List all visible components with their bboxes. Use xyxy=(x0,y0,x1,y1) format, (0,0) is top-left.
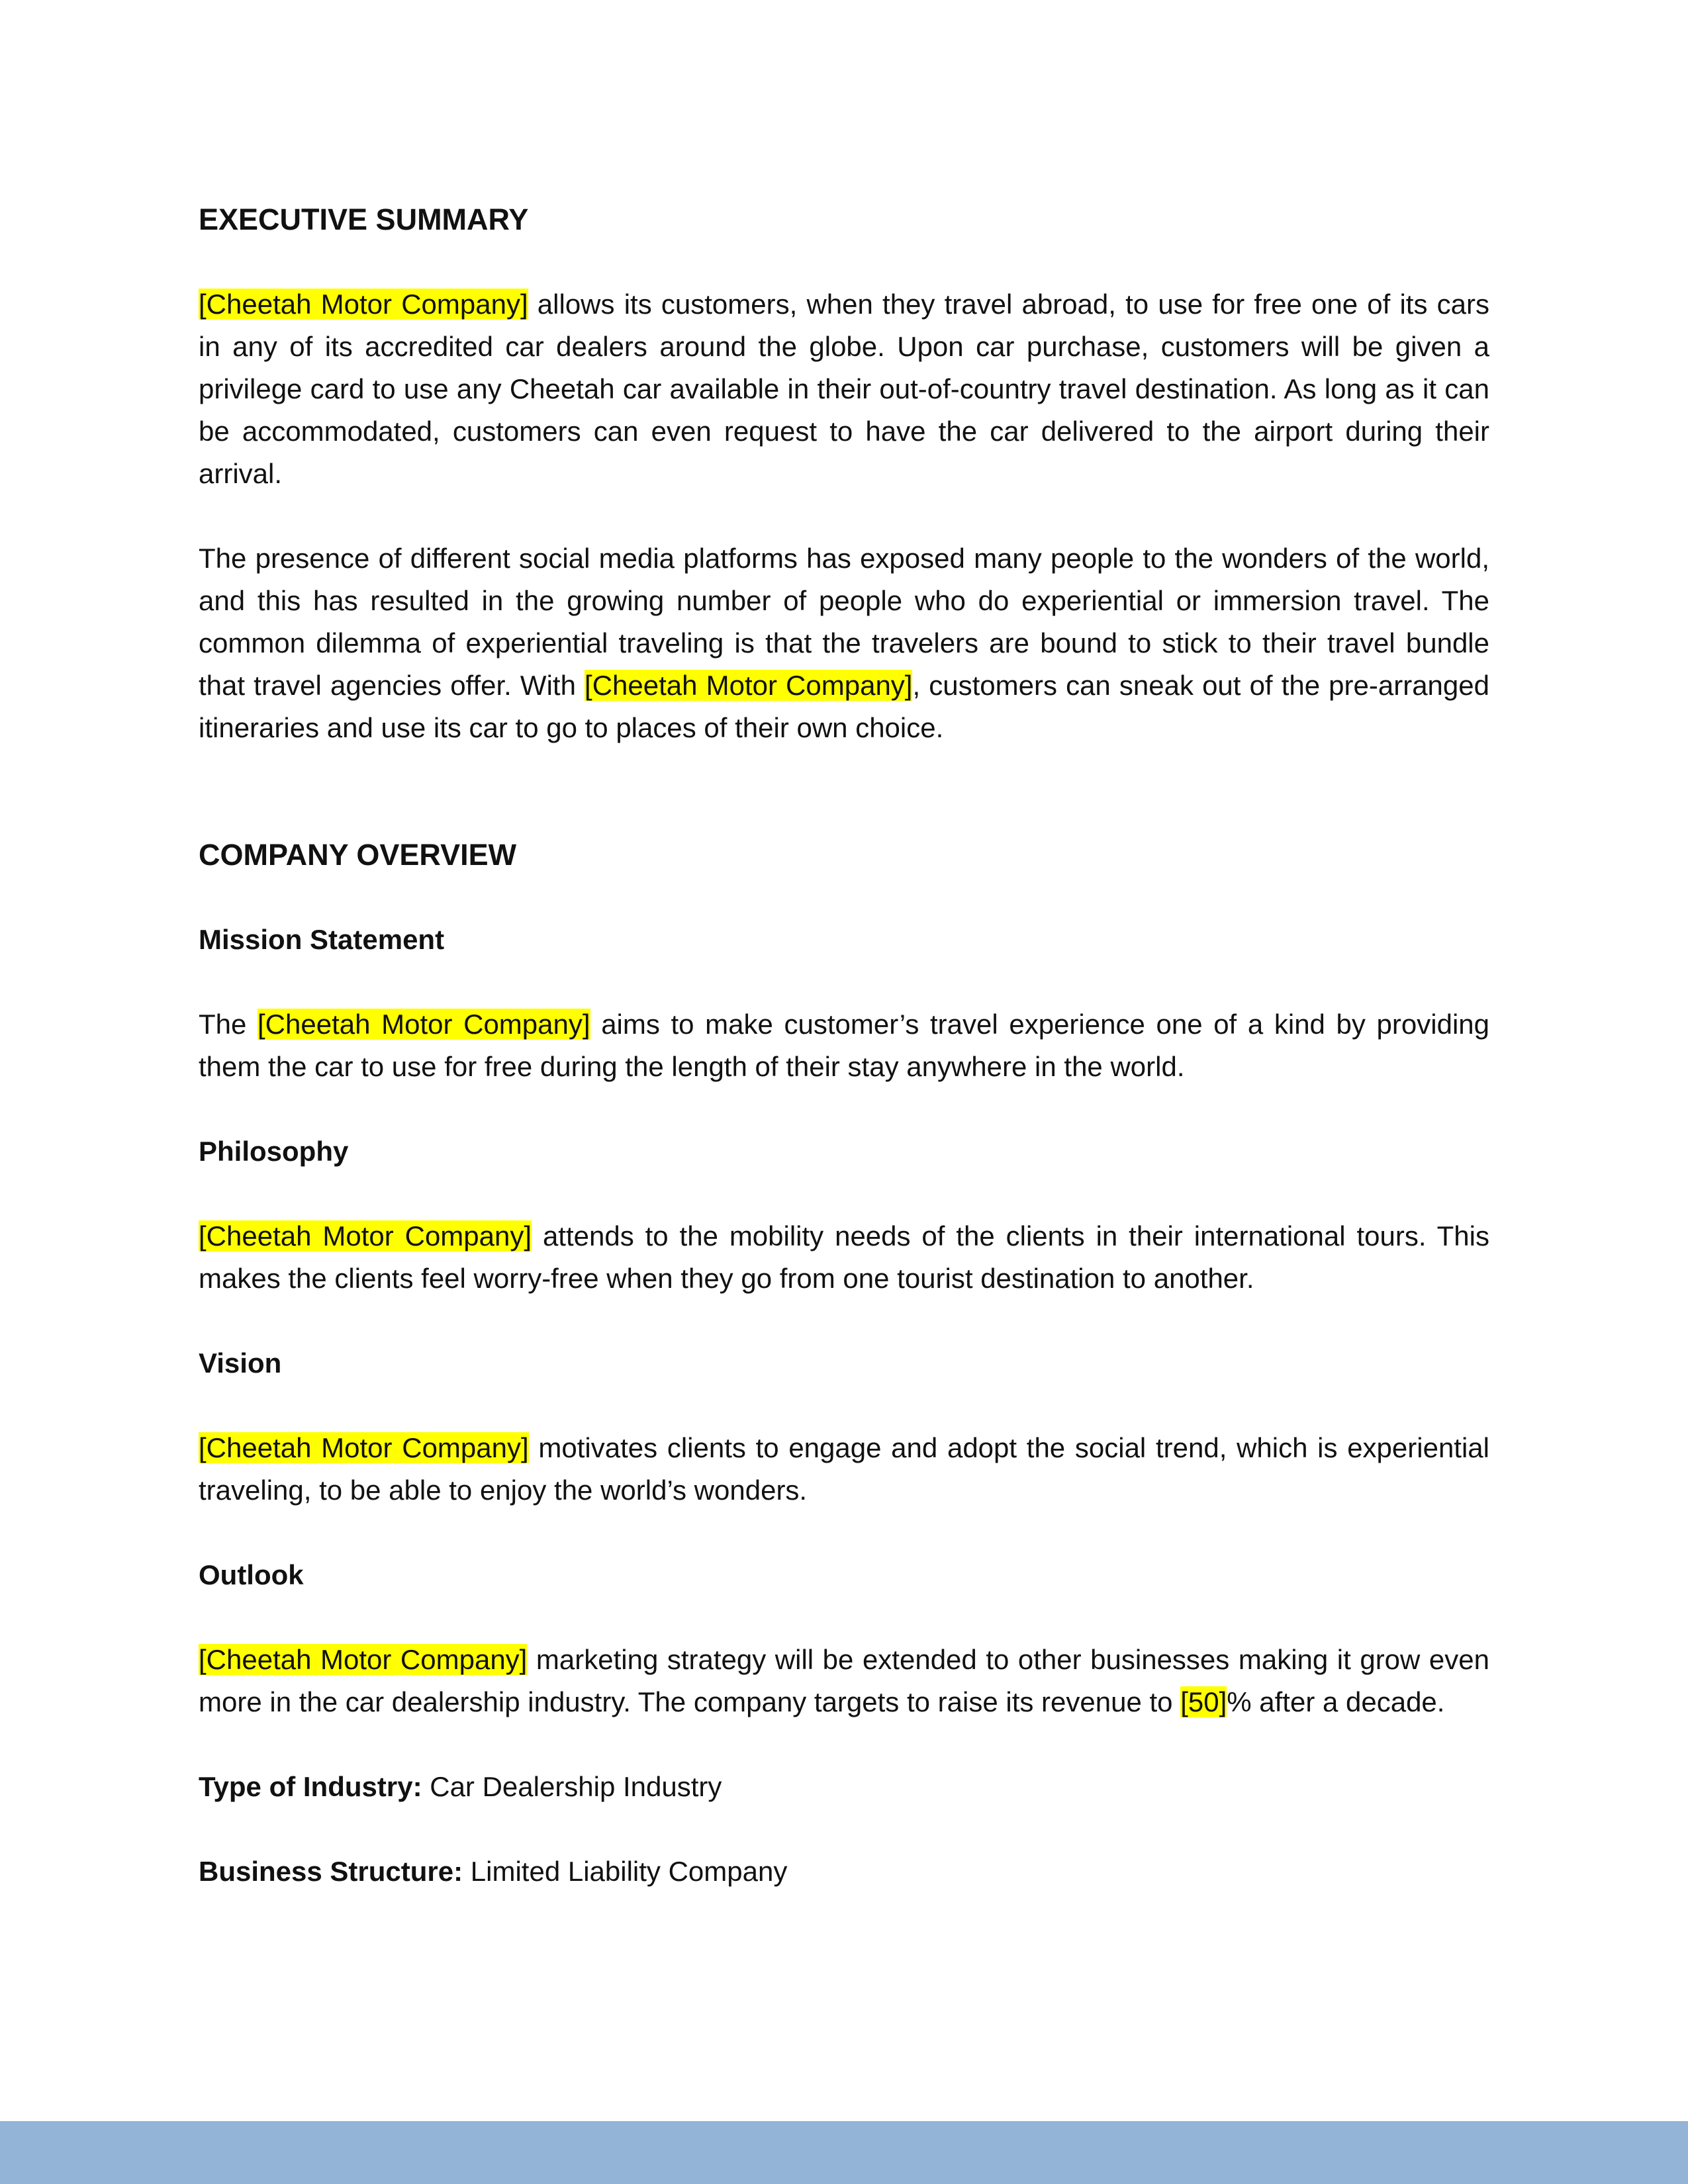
company-name-placeholder[interactable]: [Cheetah Motor Company] xyxy=(585,670,913,701)
business-structure-value: Limited Liability Company xyxy=(463,1856,788,1887)
paragraph-text: % after a decade. xyxy=(1227,1686,1445,1717)
paragraph-text: The presence of different social media platforms has exposed many people to the wonders of the world, and this has resulted in the growing number of people who do experiential or immersion travel. The common dilemma of experiential traveling is that the travelers are bound to stick to their travel bundle that travel agencies offer. With xyxy=(199,543,1489,701)
philosophy-heading: Philosophy xyxy=(199,1136,349,1167)
paragraph-text: attends to the mobility needs of the clients in their international tours. This makes the clients feel worry-free when they go from one tourist destination to another. xyxy=(199,1220,1489,1294)
vision-paragraph xyxy=(199,1427,1489,1512)
paragraph-text: aims to make customer’s travel experience one of a kind by providing them the car to use for free during the length of their stay anywhere in the world. xyxy=(199,1009,1489,1082)
outlook-heading: Outlook xyxy=(199,1559,304,1590)
executive-summary-heading: EXECUTIVE SUMMARY xyxy=(199,203,529,236)
philosophy-paragraph xyxy=(199,1215,1489,1300)
outlook-paragraph xyxy=(199,1639,1489,1723)
company-name-placeholder[interactable]: [Cheetah Motor Company] xyxy=(258,1009,590,1040)
paragraph-text: marketing strategy will be extended to other businesses making it grow even more in the car dealership industry. The company targets to raise its revenue to xyxy=(199,1644,1490,1717)
company-name-placeholder[interactable]: [Cheetah Motor Company] xyxy=(199,1644,528,1675)
company-name-placeholder[interactable]: [Cheetah Motor Company] xyxy=(199,1432,529,1463)
company-name-placeholder[interactable]: [Cheetah Motor Company] xyxy=(199,1220,532,1251)
industry-type-label: Type of Industry: xyxy=(199,1771,422,1802)
percent-placeholder[interactable]: [50] xyxy=(1180,1686,1227,1717)
paragraph-text: motivates clients to engage and adopt the social trend, which is experiential traveling, to be able to enjoy the world’s wonders. xyxy=(199,1432,1490,1506)
executive-summary-paragraph-1 xyxy=(199,283,1489,495)
footer-band xyxy=(0,2121,1688,2184)
document-page xyxy=(199,199,1489,1893)
paragraph-text: The xyxy=(199,1009,258,1040)
business-structure-label: Business Structure: xyxy=(199,1856,463,1887)
company-overview-heading: COMPANY OVERVIEW xyxy=(199,838,517,872)
business-structure-line xyxy=(199,1850,1489,1893)
paragraph-text: allows its customers, when they travel abroad, to use for free one of its cars in any of its accredited car dealers around the globe. Upon car purchase, customers will be given a privilege card to use any Cheetah car available in their out-of-country travel destination. As long as it can be accommodated, customers can even request to have the car delivered to the airport during their arrival. xyxy=(199,289,1489,489)
vision-heading: Vision xyxy=(199,1347,282,1379)
industry-type-value: Car Dealership Industry xyxy=(422,1771,722,1802)
mission-statement-paragraph xyxy=(199,1003,1489,1088)
mission-statement-heading: Mission Statement xyxy=(199,924,445,955)
executive-summary-paragraph-2 xyxy=(199,537,1489,749)
company-name-placeholder[interactable]: [Cheetah Motor Company] xyxy=(199,289,528,320)
paragraph-text: , customers can sneak out of the pre-arranged itineraries and use its car to go to places of their own choice. xyxy=(199,670,1489,743)
industry-type-line xyxy=(199,1766,1489,1808)
